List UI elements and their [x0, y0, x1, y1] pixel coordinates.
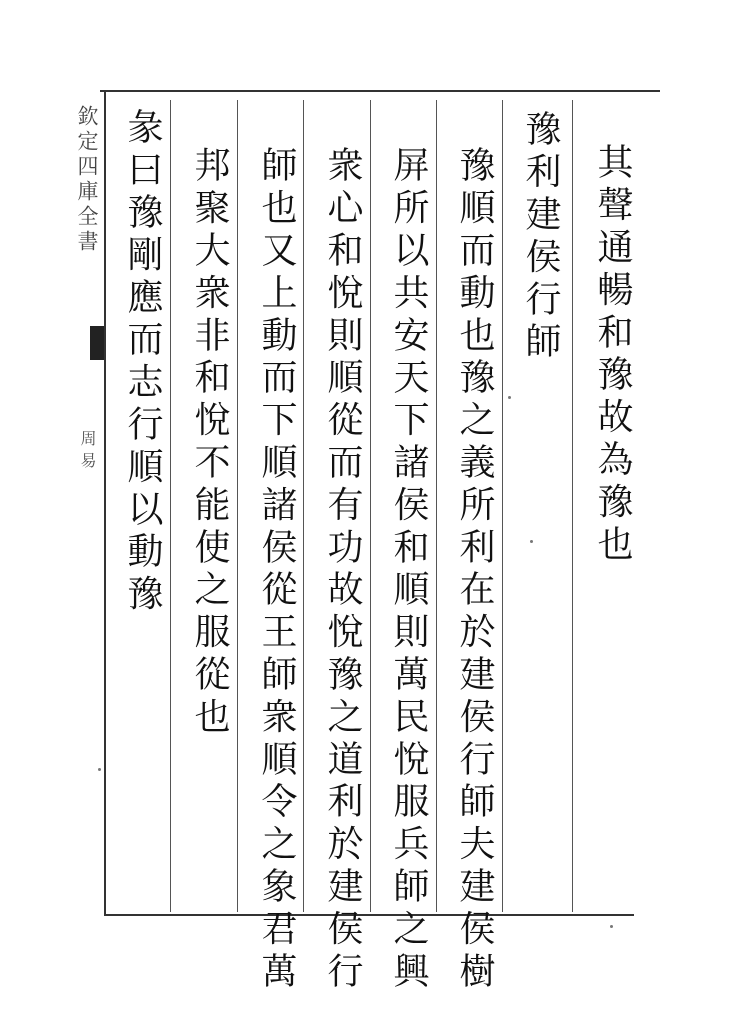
- text-column-1: 其聲通暢和豫故為豫也: [592, 143, 633, 567]
- paper-speck: [610, 925, 613, 928]
- column-rule: [370, 100, 371, 912]
- column-rule: [170, 100, 171, 912]
- text-column-8: 彖曰豫剛應而志行順以動豫: [122, 108, 163, 617]
- text-column-2: 豫利建侯行師: [520, 110, 561, 365]
- text-column-7: 邦聚大衆非和悅不能使之服從也: [189, 146, 230, 740]
- paper-speck: [530, 540, 533, 543]
- frame-left-border: [104, 92, 106, 914]
- paper-speck: [508, 396, 511, 399]
- frame-bottom-border: [104, 914, 634, 916]
- text-column-6: 師也又上動而下順諸侯從王師衆順令之象君萬: [256, 146, 297, 994]
- column-rule: [436, 100, 437, 912]
- frame-top-border: [100, 90, 660, 92]
- text-column-5: 衆心和悅則順從而有功故悅豫之道利於建侯行: [322, 146, 363, 994]
- column-rule: [237, 100, 238, 912]
- text-column-3: 豫順而動也豫之義所利在於建侯行師夫建侯樹: [454, 146, 495, 994]
- column-rule: [303, 100, 304, 912]
- column-rule: [502, 100, 503, 912]
- text-column-4: 屏所以共安天下諸侯和順則萬民悅服兵師之興: [388, 146, 429, 994]
- margin-title-text: 欽定四庫全書: [75, 105, 99, 255]
- column-rule: [572, 100, 573, 912]
- paper-speck: [98, 768, 101, 771]
- margin-subtitle-text: 周易: [78, 430, 97, 474]
